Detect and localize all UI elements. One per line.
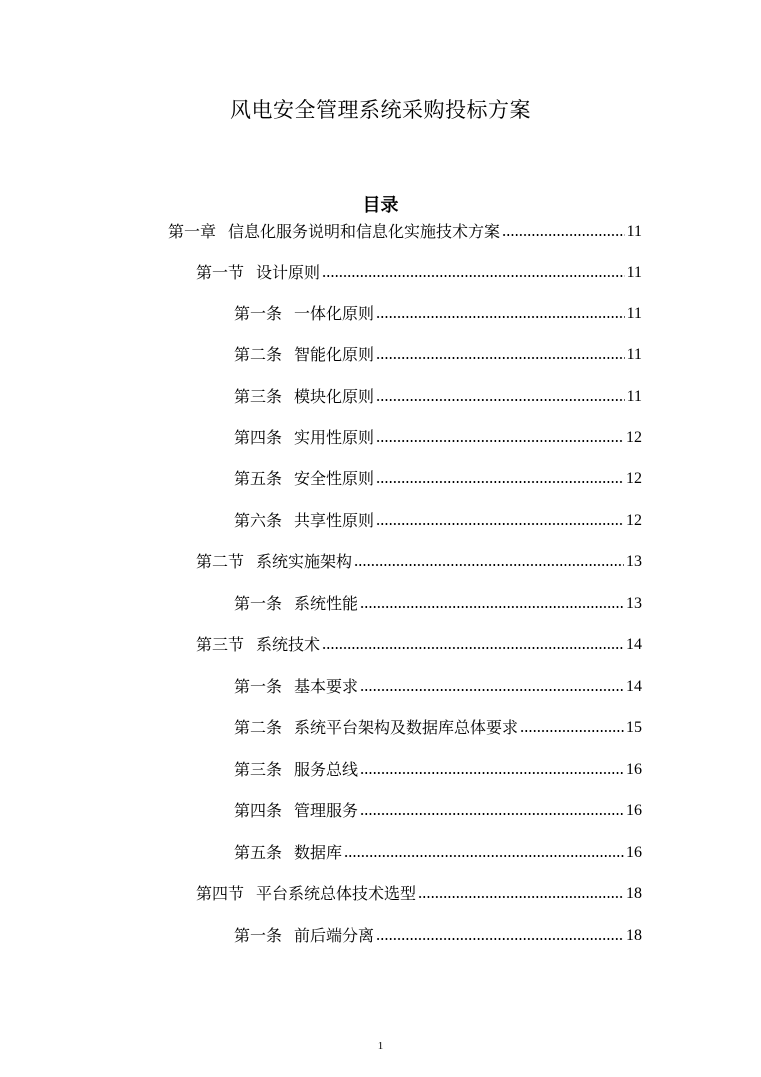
toc-entry-number: 第六条 — [234, 511, 283, 530]
page-number: 1 — [377, 1040, 384, 1052]
toc-dot-leader — [376, 521, 624, 527]
toc-entry-label: 前后端分离 — [294, 926, 375, 945]
toc-entry-number: 第四条 — [234, 428, 283, 447]
toc-entry[interactable] — [234, 842, 642, 864]
toc-entry-label: 数据库 — [294, 843, 343, 862]
toc-entry[interactable] — [234, 344, 642, 366]
toc-entry-page: 13 — [626, 595, 642, 612]
toc-entry-number: 第二条 — [234, 345, 283, 364]
toc-entry-label: 设计原则 — [256, 263, 321, 282]
toc-entry-label: 系统实施架构 — [256, 552, 353, 571]
toc-entry[interactable] — [168, 221, 642, 243]
toc-entry[interactable] — [234, 510, 642, 532]
toc-entry-label: 一体化原则 — [294, 304, 375, 323]
toc-entry[interactable] — [234, 427, 642, 449]
toc-entry[interactable] — [234, 593, 642, 615]
toc-entry-label: 服务总线 — [294, 760, 359, 779]
toc-entry-label: 平台系统总体技术选型 — [256, 884, 417, 903]
toc-entry-number: 第二节 — [196, 552, 245, 571]
toc-entry-page: 11 — [626, 264, 642, 281]
toc-entry[interactable] — [196, 883, 642, 905]
toc-entry[interactable] — [234, 303, 642, 325]
toc-entry-page: 16 — [626, 802, 642, 819]
toc-entry[interactable] — [196, 551, 642, 573]
toc-entry[interactable] — [234, 676, 642, 698]
toc-entry[interactable] — [234, 468, 642, 490]
toc-entry-page: 12 — [626, 429, 642, 446]
toc-entry-number: 第三条 — [234, 387, 283, 406]
toc-dot-leader — [376, 314, 625, 320]
toc-entry-label: 系统平台架构及数据库总体要求 — [294, 718, 519, 737]
toc-entry[interactable] — [234, 800, 642, 822]
toc-entry[interactable] — [196, 262, 642, 284]
toc-entry-number: 第一条 — [234, 926, 283, 945]
toc-dot-leader — [344, 853, 624, 859]
toc-dot-leader — [376, 936, 624, 942]
toc-entry[interactable] — [234, 717, 642, 739]
toc-entry-label: 系统性能 — [294, 594, 359, 613]
toc-entry-page: 16 — [626, 844, 642, 861]
toc-dot-leader — [360, 687, 624, 693]
toc-dot-leader — [418, 894, 624, 900]
toc-entry-number: 第一条 — [234, 677, 283, 696]
toc-entry-label: 实用性原则 — [294, 428, 375, 447]
toc-entry-page: 12 — [626, 470, 642, 487]
toc-dot-leader — [376, 355, 625, 361]
toc-entry-number: 第四条 — [234, 801, 283, 820]
toc-dot-leader — [322, 645, 624, 651]
toc-entry-page: 11 — [626, 305, 642, 322]
toc-entry-number: 第一条 — [234, 594, 283, 613]
toc-entry-number: 第三条 — [234, 760, 283, 779]
toc-entry-label: 基本要求 — [294, 677, 359, 696]
toc-entry-page: 18 — [626, 885, 642, 902]
toc-entry-label: 智能化原则 — [294, 345, 375, 364]
toc-entry-number: 第一节 — [196, 263, 245, 282]
toc-entry-label: 信息化服务说明和信息化实施技术方案 — [228, 222, 501, 241]
toc-entry[interactable] — [234, 925, 642, 947]
toc-dot-leader — [354, 562, 624, 568]
toc-entry-label: 管理服务 — [294, 801, 359, 820]
toc-entry-number: 第五条 — [234, 843, 283, 862]
toc-entry-label: 系统技术 — [256, 635, 321, 654]
toc-entry-number: 第三节 — [196, 635, 245, 654]
document-title: 风电安全管理系统采购投标方案 — [230, 98, 531, 122]
toc-entry-label: 模块化原则 — [294, 387, 375, 406]
toc-entry-page: 11 — [626, 388, 642, 405]
toc-dot-leader — [376, 479, 624, 485]
toc-entry-page: 11 — [626, 223, 642, 240]
toc-entry-page: 13 — [626, 553, 642, 570]
toc-entry-number: 第五条 — [234, 469, 283, 488]
toc-entry-page: 12 — [626, 512, 642, 529]
toc-entry-number: 第一章 — [168, 222, 217, 241]
toc-dot-leader — [360, 811, 624, 817]
toc-entry-page: 14 — [626, 636, 642, 653]
toc-entry-page: 11 — [626, 346, 642, 363]
toc-dot-leader — [322, 273, 625, 279]
toc-entry-page: 15 — [626, 719, 642, 736]
toc-dot-leader — [502, 232, 625, 238]
toc-entry[interactable] — [234, 386, 642, 408]
toc-entry-page: 16 — [626, 761, 642, 778]
toc-entry-number: 第四节 — [196, 884, 245, 903]
toc-dot-leader — [376, 397, 625, 403]
toc-dot-leader — [520, 728, 624, 734]
toc-entry-page: 18 — [626, 927, 642, 944]
toc-entry-number: 第一条 — [234, 304, 283, 323]
toc-heading: 目录 — [362, 195, 399, 216]
toc-entry-number: 第二条 — [234, 718, 283, 737]
toc-entry[interactable] — [234, 759, 642, 781]
toc-entry-label: 安全性原则 — [294, 469, 375, 488]
toc-dot-leader — [360, 604, 624, 610]
toc-entry-page: 14 — [626, 678, 642, 695]
toc-entry-label: 共享性原则 — [294, 511, 375, 530]
toc-dot-leader — [376, 438, 624, 444]
toc-dot-leader — [360, 770, 624, 776]
toc-entry[interactable] — [196, 634, 642, 656]
